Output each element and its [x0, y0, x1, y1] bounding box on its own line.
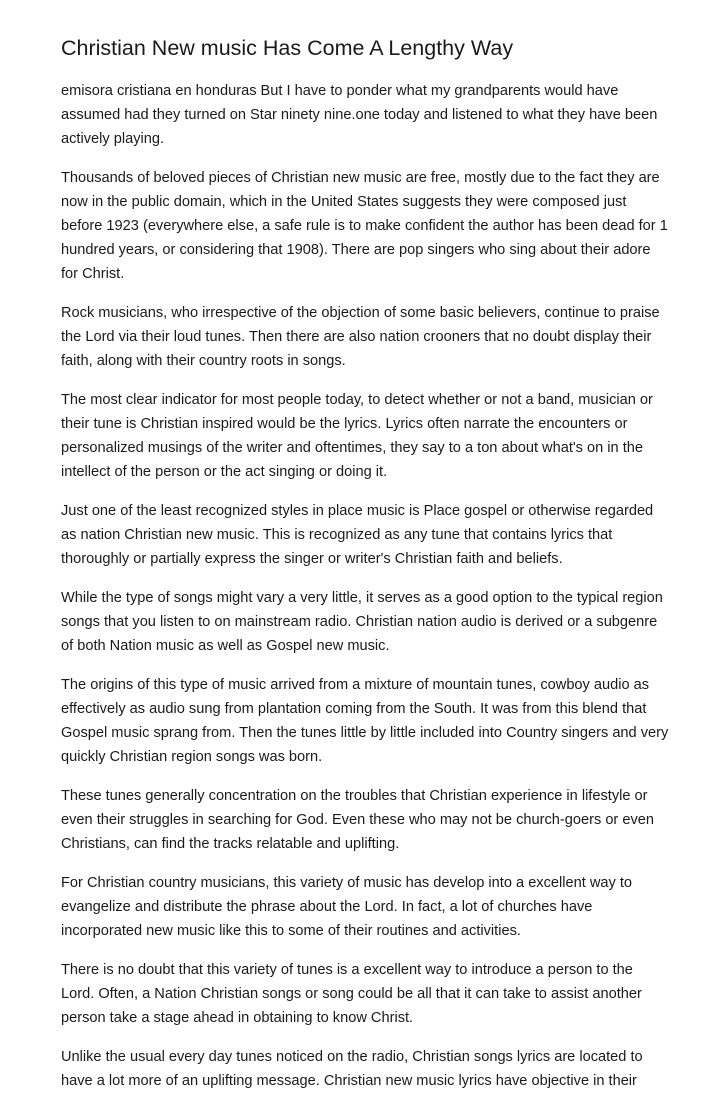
page-title: Christian New music Has Come A Lengthy Way: [61, 36, 514, 60]
paragraph-8: These tunes generally concentration on the troubles that Christian experience in lifestyle or even their struggles in searching for God. Even these who may not be church-goers or even Christians, can find the tracks relatable and uplifting.: [61, 788, 654, 852]
paragraph-4: The most clear indicator for most people today, to detect whether or not a band, musician or their tune is Christian inspired would be the lyrics. Lyrics often narrate the encounters or personalized musings of the writer and oftentimes, they say to a ton about what's on in the intellect of the person or the act singing or doing it.: [61, 392, 653, 480]
paragraph-6: While the type of songs might vary a very little, it serves as a good option to the typical region songs that you listen to on mainstream radio. Christian nation audio is derived or a subgenre of both Nation music as well as Gospel new music.: [61, 590, 663, 654]
paragraph-11: Unlike the usual every day tunes noticed on the radio, Christian songs lyrics are located to have a lot more of an uplifting message. Christian new music lyrics have objective in their: [61, 1049, 643, 1089]
paragraph-7: The origins of this type of music arrived from a mixture of mountain tunes, cowboy audio as effectively as audio sung from plantation coming from the South. It was from this blend that Gospel music sprang from. Then the tunes little by little included into Country singers and very quickly Christian region songs was born.: [61, 677, 669, 765]
paragraph-10: There is no doubt that this variety of tunes is a excellent way to introduce a person to the Lord. Often, a Nation Christian songs or song could be all that it can take to assist another person take a stage ahead in obtaining to know Christ.: [61, 962, 642, 1026]
paragraph-3: Rock musicians, who irrespective of the objection of some basic believers, continue to praise the Lord via their loud tunes. Then there are also nation crooners that no doubt display their faith, along with their country roots in songs.: [61, 305, 660, 369]
paragraph-1: emisora cristiana en honduras But I have to ponder what my grandparents would have assumed had they turned on Star ninety nine.one today and listened to what they have been actively playing.: [61, 83, 658, 147]
paragraph-5: Just one of the least recognized styles in place music is Place gospel or otherwise regarded as nation Christian new music. This is recognized as any tune that contains lyrics that thoroughly or partially express the singer or writer's Christian faith and beliefs.: [61, 503, 654, 567]
paragraph-2: Thousands of beloved pieces of Christian new music are free, mostly due to the fact they are now in the public domain, which in the United States suggests they were composed just before 1923 (everywhere else, a safe rule is to make confident the author has been dead for 1 hundred years, or considering that 1908). There are pop singers who sing about their adore for Christ.: [61, 170, 668, 282]
paragraph-9: For Christian country musicians, this variety of music has develop into a excellent way to evangelize and distribute the phrase about the Lord. In fact, a lot of churches have incorporated new music like this to some of their routines and activities.: [61, 875, 633, 939]
